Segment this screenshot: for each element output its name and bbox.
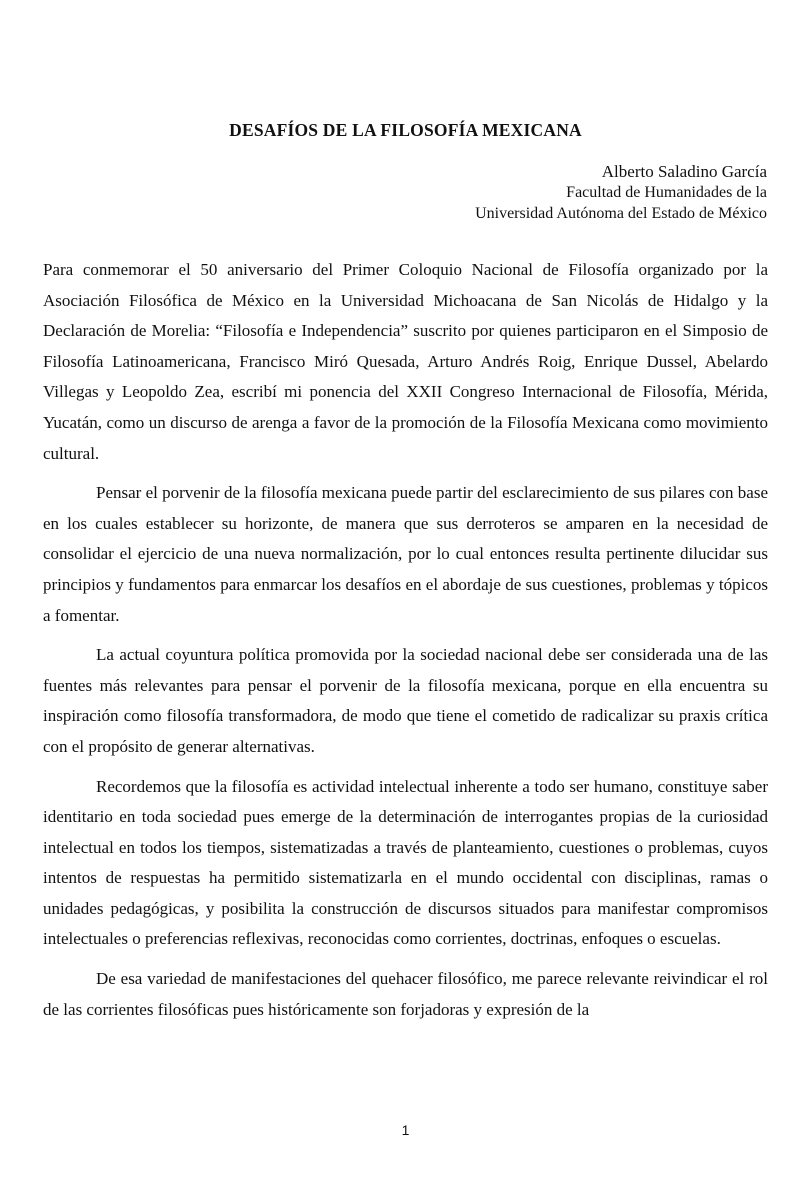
paragraph-1: Para conmemorar el 50 aniversario del Primer Coloquio Nacional de Filosofía organizado por la Asociación Filosófica de México en la Universidad Michoacana de San Nicolás de Hidalgo y la Declaración de Morelia: “Filosofía e Independencia” suscrito por quienes participaron en el Simposio de Filosofía Latinoamericana, Francisco Miró Quesada, Arturo Andrés Roig, Enrique Dussel, Abelardo Villegas y Leopoldo Zea, escribí mi ponencia del XXII Congreso Internacional de Filosofía, Mérida, Yucatán, como un discurso de arenga a favor de la promoción de la Filosofía Mexicana como movimiento cultural. — [43, 260, 768, 463]
author-affiliation-line2: Universidad Autónoma del Estado de México — [475, 205, 767, 222]
body-text — [43, 255, 768, 1034]
document-title: DESAFÍOS DE LA FILOSOFÍA MEXICANA — [229, 120, 582, 140]
paragraph-5: De esa variedad de manifestaciones del quehacer filosófico, me parece relevante reivindicar el rol de las corrientes filosóficas pues históricamente son forjadoras y expresión de la — [43, 969, 768, 1019]
author-affiliation-line1: Facultad de Humanidades de la — [566, 184, 767, 201]
page-number: 1 — [401, 1122, 410, 1138]
paragraph-3: La actual coyuntura política promovida por la sociedad nacional debe ser considerada una de las fuentes más relevantes para pensar el porvenir de la filosofía mexicana, porque en ella encuentra su inspiración como filosofía transformadora, de modo que tiene el cometido de radicalizar su praxis crítica con el propósito de generar alternativas. — [43, 645, 768, 756]
paragraph-4: Recordemos que la filosofía es actividad intelectual inherente a todo ser humano, constituye saber identitario en toda sociedad pues emerge de la determinación de interrogantes propias de la curiosidad intelectual en todos los tiempos, sistematizadas a través de planteamiento, cuestiones o problemas, cuyos intentos de respuestas ha permitido sistematizarla en el mundo occidental con disciplinas, ramas o unidades pedagógicas, y posibilita la construcción de discursos situados para manifestar compromisos intelectuales o preferencias reflexivas, reconocidas como corrientes, doctrinas, enfoques o escuelas. — [43, 776, 768, 949]
paragraph-2: Pensar el porvenir de la filosofía mexicana puede partir del esclarecimiento de sus pilares con base en los cuales establecer su horizonte, de manera que sus derroteros se amparen en la necesidad de consolidar el ejercicio de una nueva normalización, por lo cual entonces resulta pertinente dilucidar sus principios y fundamentos para enmarcar los desafíos en el abordaje de sus cuestiones, problemas y tópicos a fomentar. — [43, 483, 768, 625]
author-block — [475, 161, 767, 224]
author-name: Alberto Saladino García — [601, 162, 767, 181]
